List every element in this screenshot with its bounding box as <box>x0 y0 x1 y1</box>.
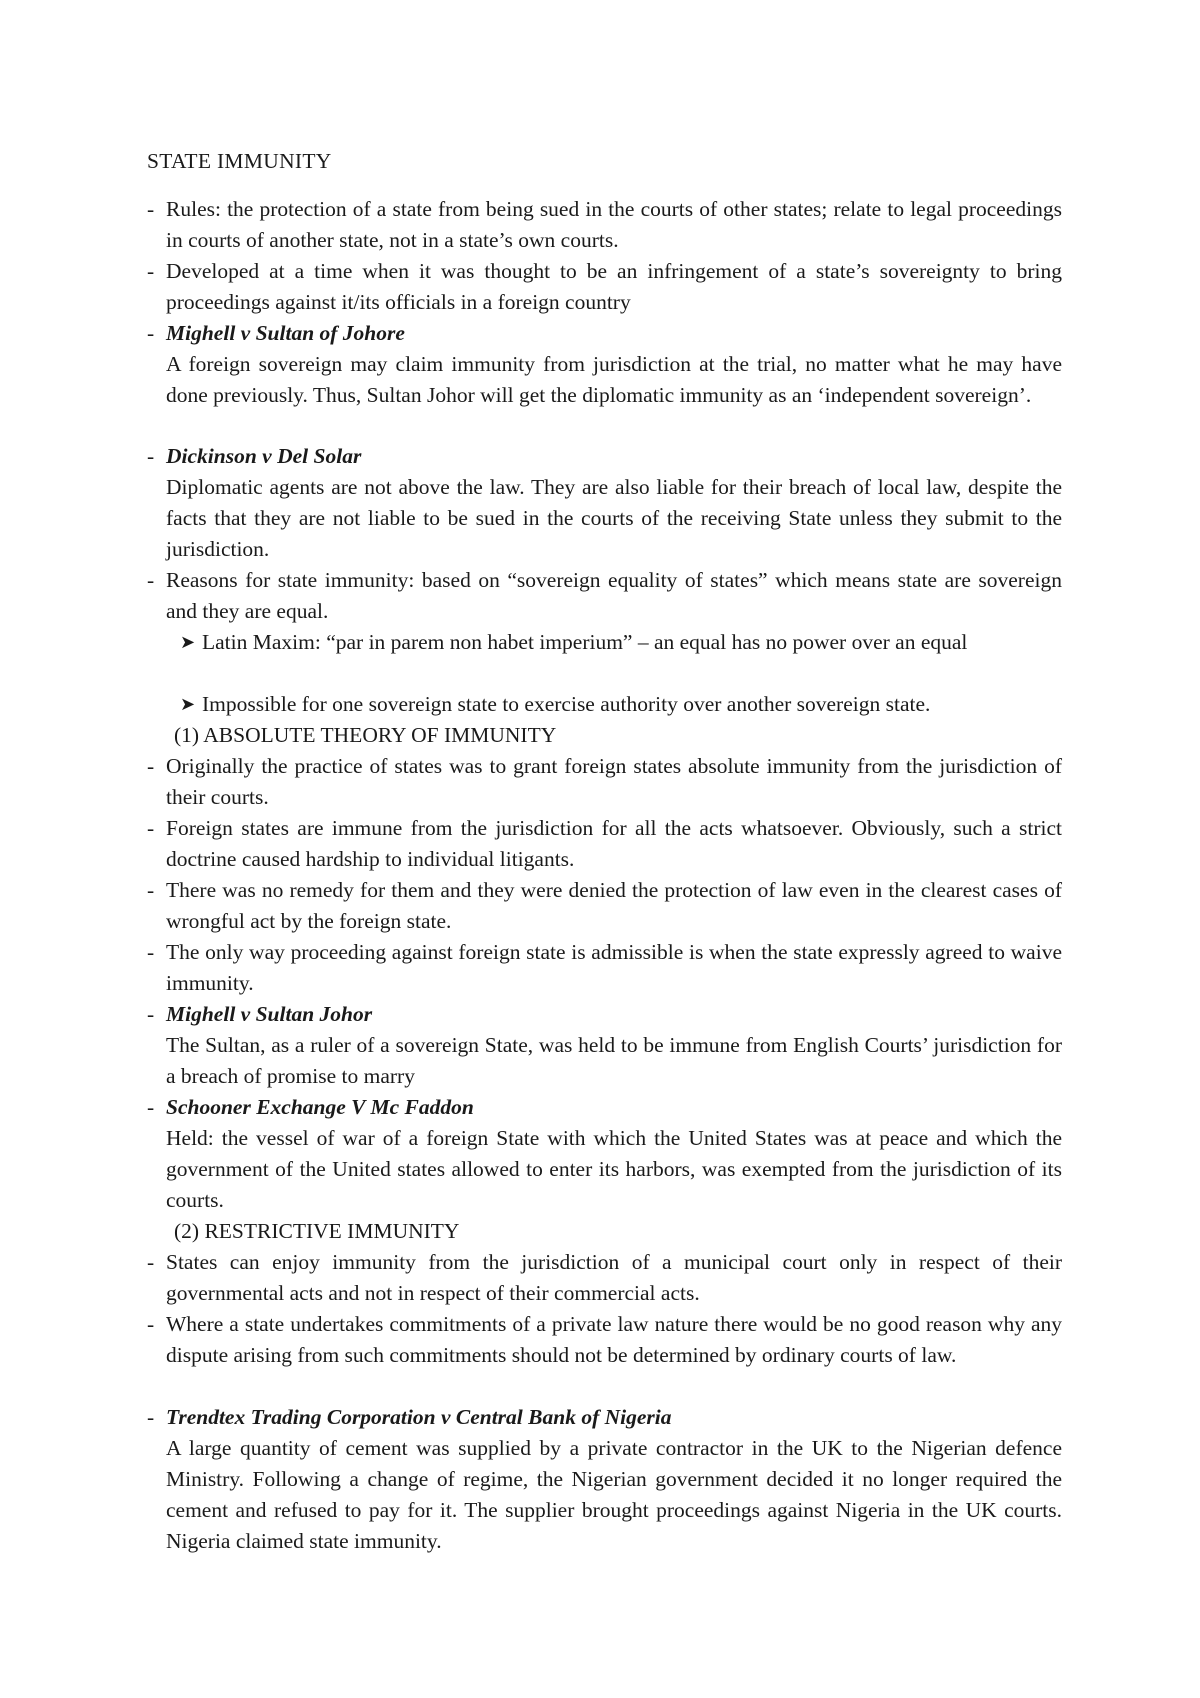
bullet-item <box>147 565 1062 627</box>
dash-bullet: - <box>147 444 155 468</box>
sub-bullet-item <box>180 689 1062 720</box>
dash-bullet: - <box>147 1002 155 1026</box>
case-summary: The Sultan, as a ruler of a sovereign State, was held to be immune from English Courts’ jurisdiction for a breach of promise to marry <box>166 1033 1062 1088</box>
bullet-text: The only way proceeding against foreign state is admissible is when the state expressly agreed to waive immunity. <box>166 940 1062 995</box>
bullet-text: There was no remedy for them and they were denied the protection of law even in the clearest cases of wrongful act by the foreign state. <box>166 878 1062 933</box>
case-item <box>147 441 1062 565</box>
sub-bullet-text: Impossible for one sovereign state to exercise authority over another sovereign state. <box>202 692 931 716</box>
case-name: Trendtex Trading Corporation v Central Bank of Nigeria <box>166 1405 672 1429</box>
case-name: Mighell v Sultan Johor <box>166 1002 373 1026</box>
case-item <box>147 1092 1062 1216</box>
bullet-item <box>147 194 1062 256</box>
document-title: STATE IMMUNITY <box>147 149 332 173</box>
case-name: Dickinson v Del Solar <box>166 444 362 468</box>
dash-bullet: - <box>147 940 155 964</box>
sub-bullet-text: Latin Maxim: “par in parem non habet imperium” – an equal has no power over an equal <box>202 630 968 654</box>
dash-bullet: - <box>147 197 155 221</box>
case-summary: A foreign sovereign may claim immunity from jurisdiction at the trial, no matter what he may have done previously. Thus, Sultan Johor will get the diplomatic immunity as an ‘independent sovereign’. <box>166 352 1062 407</box>
dash-bullet: - <box>147 816 155 840</box>
bullet-text: Where a state undertakes commitments of a private law nature there would be no good reason why any dispute arising from such commitments should not be determined by ordinary courts of law. <box>166 1312 1062 1367</box>
bullet-text: Rules: the protection of a state from being sued in the courts of other states; relate to legal proceedings in courts of another state, not in a state’s own courts. <box>166 197 1062 252</box>
bullet-text: Reasons for state immunity: based on “sovereign equality of states” which means state are sovereign and they are equal. <box>166 568 1062 623</box>
case-name: Schooner Exchange V Mc Faddon <box>166 1095 474 1119</box>
bullet-item <box>147 256 1062 318</box>
dash-bullet: - <box>147 568 155 592</box>
case-summary: Diplomatic agents are not above the law. They are also liable for their breach of local law, despite the facts that they are not liable to be sued in the courts of the receiving State unless they submit to the jurisdiction. <box>166 475 1062 561</box>
bullet-text: Developed at a time when it was thought to be an infringement of a state’s sovereignty to bring proceedings against it/its officials in a foreign country <box>166 259 1062 314</box>
case-summary: Held: the vessel of war of a foreign State with which the United States was at peace and which the government of the United states allowed to enter its harbors, was exempted from the jurisdiction of its courts. <box>166 1126 1062 1212</box>
arrow-bullet-icon: ➤ <box>180 632 196 652</box>
case-item <box>147 1402 1062 1557</box>
bullet-item <box>147 751 1062 813</box>
dash-bullet: - <box>147 321 155 345</box>
dash-bullet: - <box>147 754 155 778</box>
bullet-item <box>147 937 1062 999</box>
bullet-text: Foreign states are immune from the jurisdiction for all the acts whatsoever. Obviously, such a strict doctrine caused hardship to individual litigants. <box>166 816 1062 871</box>
dash-bullet: - <box>147 1095 155 1119</box>
dash-bullet: - <box>147 259 155 283</box>
bullet-item <box>147 813 1062 875</box>
bullet-text: Originally the practice of states was to grant foreign states absolute immunity from the jurisdiction of their courts. <box>166 754 1062 809</box>
bullet-item <box>147 1309 1062 1371</box>
case-summary: A large quantity of cement was supplied by a private contractor in the UK to the Nigerian defence Ministry. Following a change of regime, the Nigerian government decided it no longer required the cement and refused to pay for it. The supplier brought proceedings against Nigeria in the UK courts. Nigeria claimed state immunity. <box>166 1436 1062 1553</box>
dash-bullet: - <box>147 878 155 902</box>
dash-bullet: - <box>147 1312 155 1336</box>
case-item <box>147 318 1062 411</box>
bullet-item <box>147 1247 1062 1309</box>
arrow-bullet-icon: ➤ <box>180 694 196 714</box>
dash-bullet: - <box>147 1250 155 1274</box>
case-name: Mighell v Sultan of Johore <box>166 321 405 345</box>
sub-bullet-item <box>180 627 1062 658</box>
dash-bullet: - <box>147 1405 155 1429</box>
bullet-item <box>147 875 1062 937</box>
case-item <box>147 999 1062 1092</box>
section-heading: (1) ABSOLUTE THEORY OF IMMUNITY <box>174 723 557 747</box>
bullet-text: States can enjoy immunity from the jurisdiction of a municipal court only in respect of their governmental acts and not in respect of their commercial acts. <box>166 1250 1062 1305</box>
section-heading: (2) RESTRICTIVE IMMUNITY <box>174 1219 460 1243</box>
